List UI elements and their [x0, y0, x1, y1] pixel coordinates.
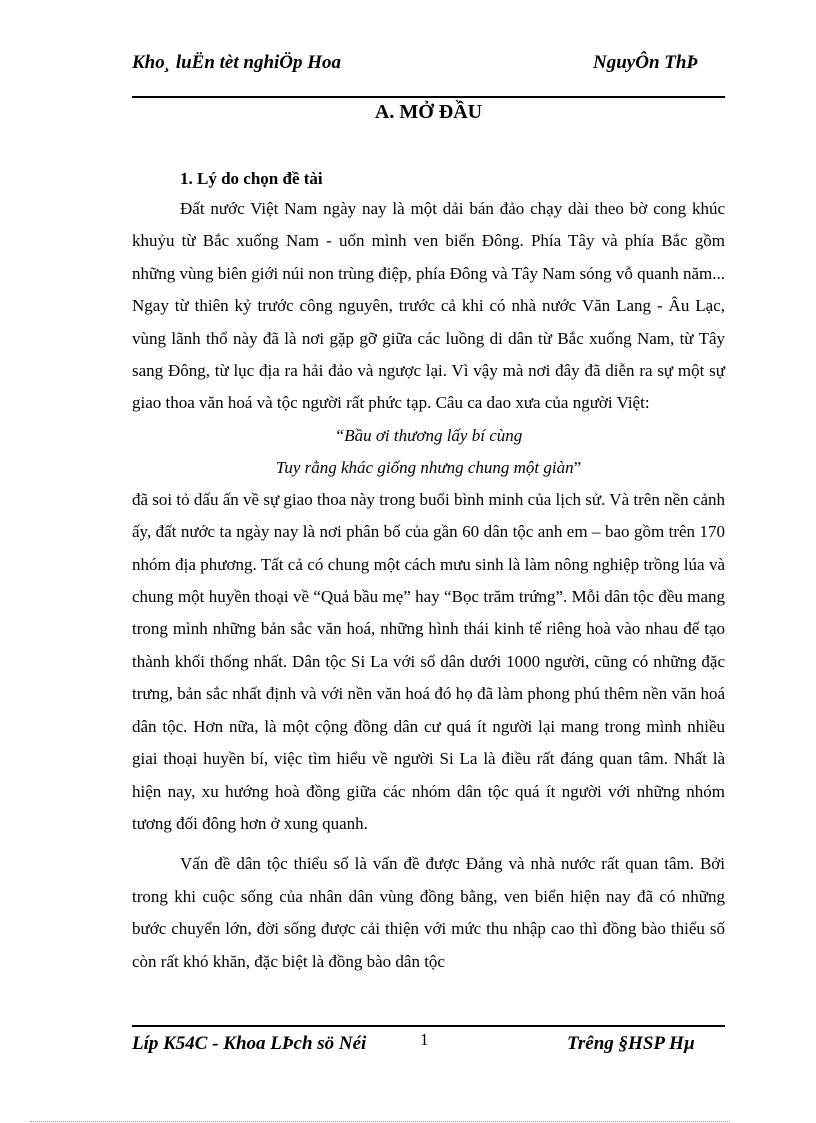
section-heading: 1. Lý do chọn đề tài [180, 169, 323, 188]
document-body [132, 148, 725, 978]
verse-line-2 [132, 452, 725, 484]
page-number: 1 [420, 1030, 429, 1049]
header-rule [132, 96, 725, 98]
paragraph-2: đã soi tỏ dấu ấn về sự giao thoa này trong buổi bình minh của lịch sử. Và trên nền cảnh ấy, đất nước ta ngày nay là nơi phân bố của gần 60 dân tộc anh em – bao gồm trên 170 nhóm địa phương. Tất cả có chung một cách mưu sinh là làm nông nghiệp trồng lúa và chung một huyền thoại về “Quả bầu mẹ” hay “Bọc trăm trứng”. Mỗi dân tộc đều mang trong mình những bản sắc văn hoá, những hình thái kinh tế riêng hoà vào nhau để tạo thành khối thống nhất. Dân tộc Si La với số dân dưới 1000 người, cũng có những đặc trưng, bản sắc nhất định và với nền văn hoá đó họ đã làm phong phú thêm nền văn hoá dân tộc. Hơn nữa, là một cộng đồng dân cư quá ít người lại mang trong mình nhiều giai thoại huyền bí, việc tìm hiểu về người Si La là điều rất đáng quan tâm. Nhất là hiện nay, xu hướng hoà đồng giữa các nhóm dân tộc quá ít người với những nhóm tương đối đông hơn ở xung quanh. [132, 489, 725, 833]
page-title: A. MỞ ĐẦU [374, 101, 483, 123]
footer-rule [132, 1025, 725, 1027]
verse-line-2-text: Tuy rằng khác giống nhưng chung một giàn [275, 457, 574, 477]
paragraph-1: Đất nước Việt Nam ngày nay là một dải bán đảo chạy dài theo bờ cong khúc khuỷu từ Bắc xuống Nam - uốn mình ven biển Đông. Phía Tây và phía Bắc gồm những vùng biên giới núi non trùng điệp, phía Đông và Tây Nam sóng vỗ quanh năm... Ngay từ thiên kỷ trước công nguyên, trước cả khi có nhà nước Văn Lang - Âu Lạc, vùng lãnh thổ này đã là nơi gặp gỡ giữa các luồng di dân từ Bắc xuống Nam, từ Tây sang Đông, từ lục địa ra hải đảo và ngược lại. Vì vậy mà nơi đây đã diễn ra sự một sự giao thoa văn hoá và tộc người rất phức tạp. Câu ca dao xưa của người Việt: [132, 199, 725, 413]
footer-left: Líp K54C - Khoa LÞch sö Néi [132, 1033, 367, 1054]
verse-line-1: “Bầu ơi thương lấy bí cùng [334, 425, 523, 445]
header-right: NguyÔn ThÞ [593, 52, 699, 73]
footer-right: Trêng §HSP Hµ [567, 1033, 695, 1054]
header-left: Kho¸ luËn tèt nghiÖp Hoa [132, 52, 342, 73]
paragraph-3: Vấn đề dân tộc thiểu số là vấn đề được Đảng và nhà nước rất quan tâm. Bởi trong khi cuộc sống của nhân dân vùng đồng bằng, ven biển hiện nay đã có những bước chuyển lớn, đời sống được cải thiện với mức thu nhập cao thì đồng bào thiểu số còn rất khó khăn, đặc biệt là đồng bào dân tộc [132, 854, 725, 971]
page-edge-dotted-line [30, 1121, 730, 1122]
verse-close-quote: ” [573, 457, 582, 477]
